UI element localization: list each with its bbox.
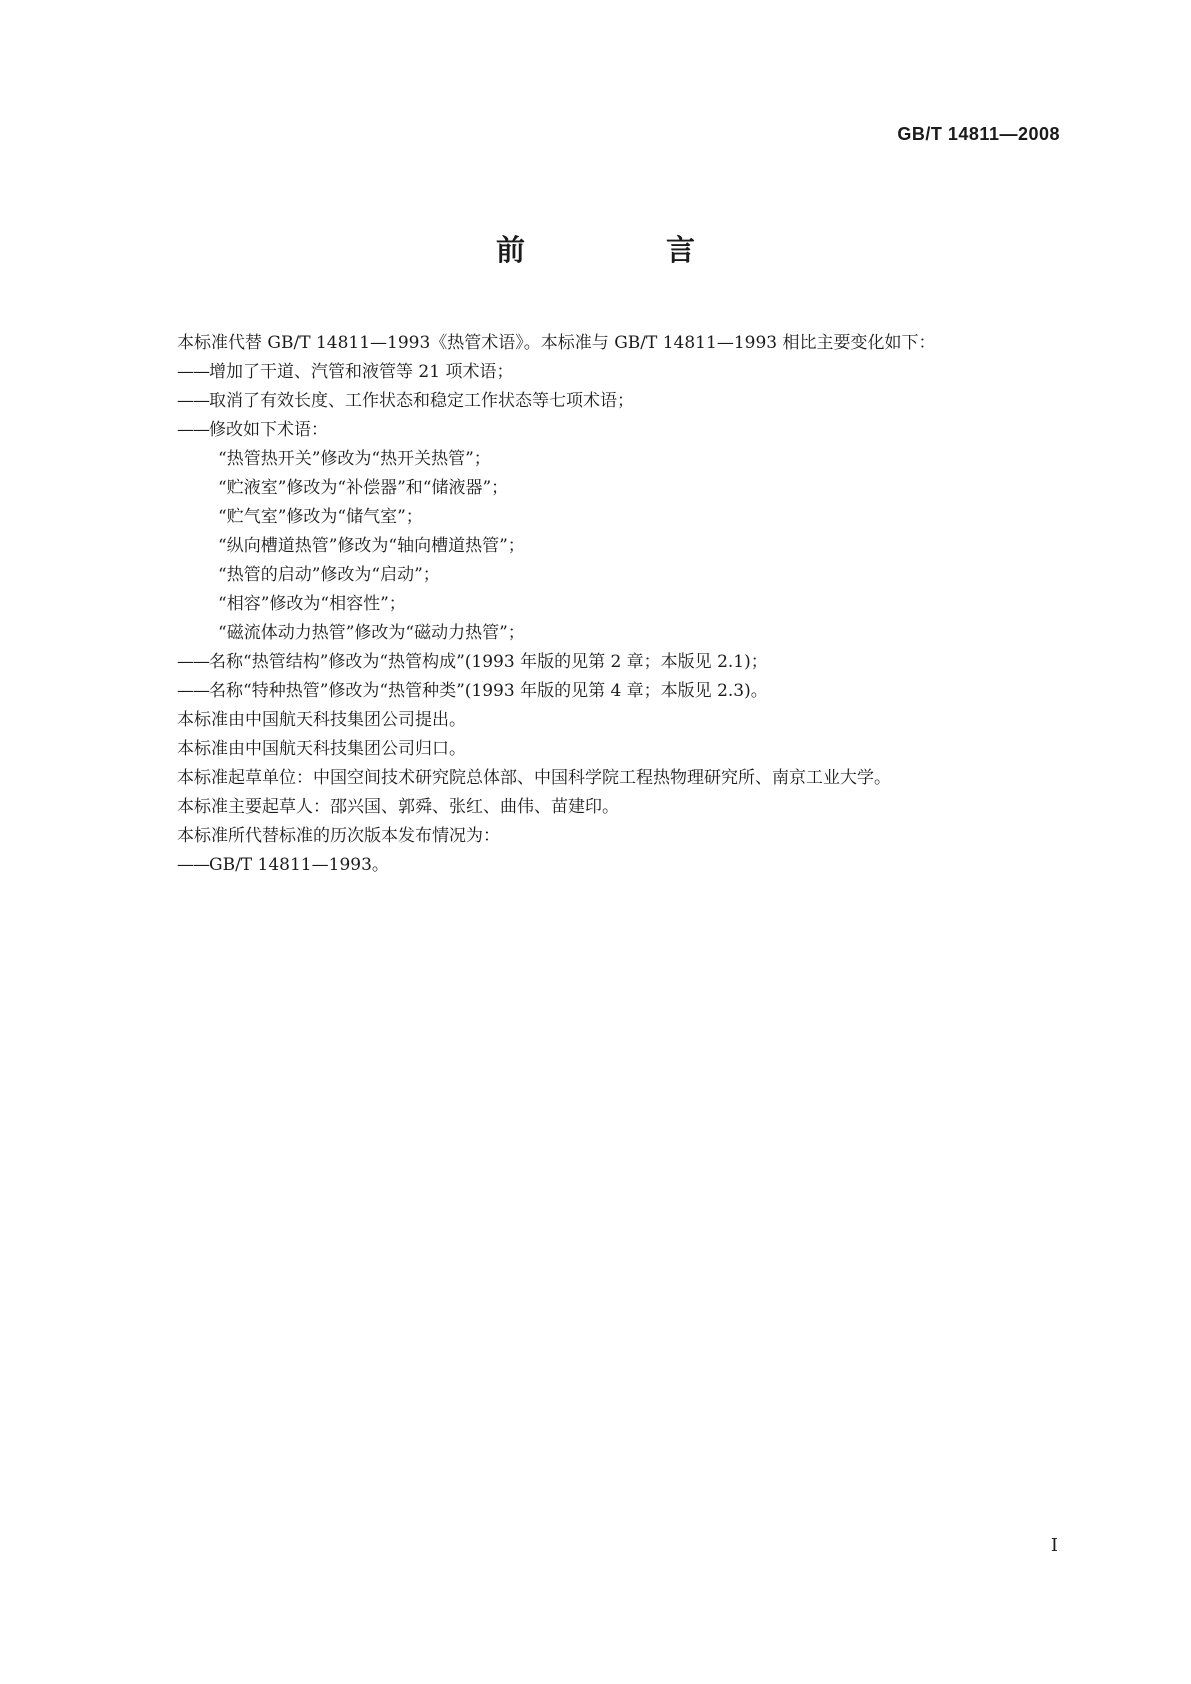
body-line: 本标准主要起草人：邵兴国、郭舜、张红、曲伟、苗建印。 [177, 797, 619, 817]
dash-item: ——GB/T 14811—1993。 [177, 855, 389, 875]
foreword-body [177, 329, 1077, 880]
indented-item: “磁流体动力热管”修改为“磁动力热管”； [218, 623, 525, 643]
dash-mark: —— [177, 855, 209, 875]
indented-item: “贮液室”修改为“补偿器”和“储液器”； [218, 478, 509, 498]
dash-item: ——修改如下术语： [177, 420, 328, 440]
indented-item: “纵向槽道热管”修改为“轴向槽道热管”； [218, 536, 525, 556]
dash-mark: —— [177, 362, 209, 382]
dash-mark: —— [177, 420, 209, 440]
page-number: I [1050, 1535, 1058, 1556]
standard-code: GB/T 14811—2008 [897, 124, 1060, 144]
dash-item: ——增加了干道、汽管和液管等 21 项术语； [177, 362, 514, 382]
indented-item: “热管热开关”修改为“热开关热管”； [218, 449, 491, 469]
body-line: 本标准由中国航天科技集团公司归口。 [177, 739, 466, 759]
dash-mark: —— [177, 681, 209, 701]
indented-item: “热管的启动”修改为“启动”； [218, 565, 440, 585]
dash-item: ——名称“特种热管”修改为“热管种类”(1993 年版的见第 4 章；本版见 2.3)。 [177, 681, 768, 701]
indented-item: “相容”修改为“相容性”； [218, 594, 406, 614]
body-line: 本标准所代替标准的历次版本发布情况为： [177, 826, 500, 846]
dash-item: ——取消了有效长度、工作状态和稳定工作状态等七项术语； [177, 391, 634, 411]
body-line: 本标准起草单位：中国空间技术研究院总体部、中国科学院工程热物理研究所、南京工业大学。 [177, 768, 891, 788]
dash-mark: —— [177, 652, 209, 672]
dash-mark: —— [177, 391, 209, 411]
dash-item: ——名称“热管结构”修改为“热管构成”(1993 年版的见第 2 章；本版见 2.1)； [177, 652, 768, 672]
page-title: 前 言 [495, 233, 751, 267]
body-line: 本标准由中国航天科技集团公司提出。 [177, 710, 466, 730]
body-line: 本标准代替 GB/T 14811—1993《热管术语》。本标准与 GB/T 14811—1993 相比主要变化如下： [177, 333, 936, 353]
indented-item: “贮气室”修改为“储气室”； [218, 507, 423, 527]
